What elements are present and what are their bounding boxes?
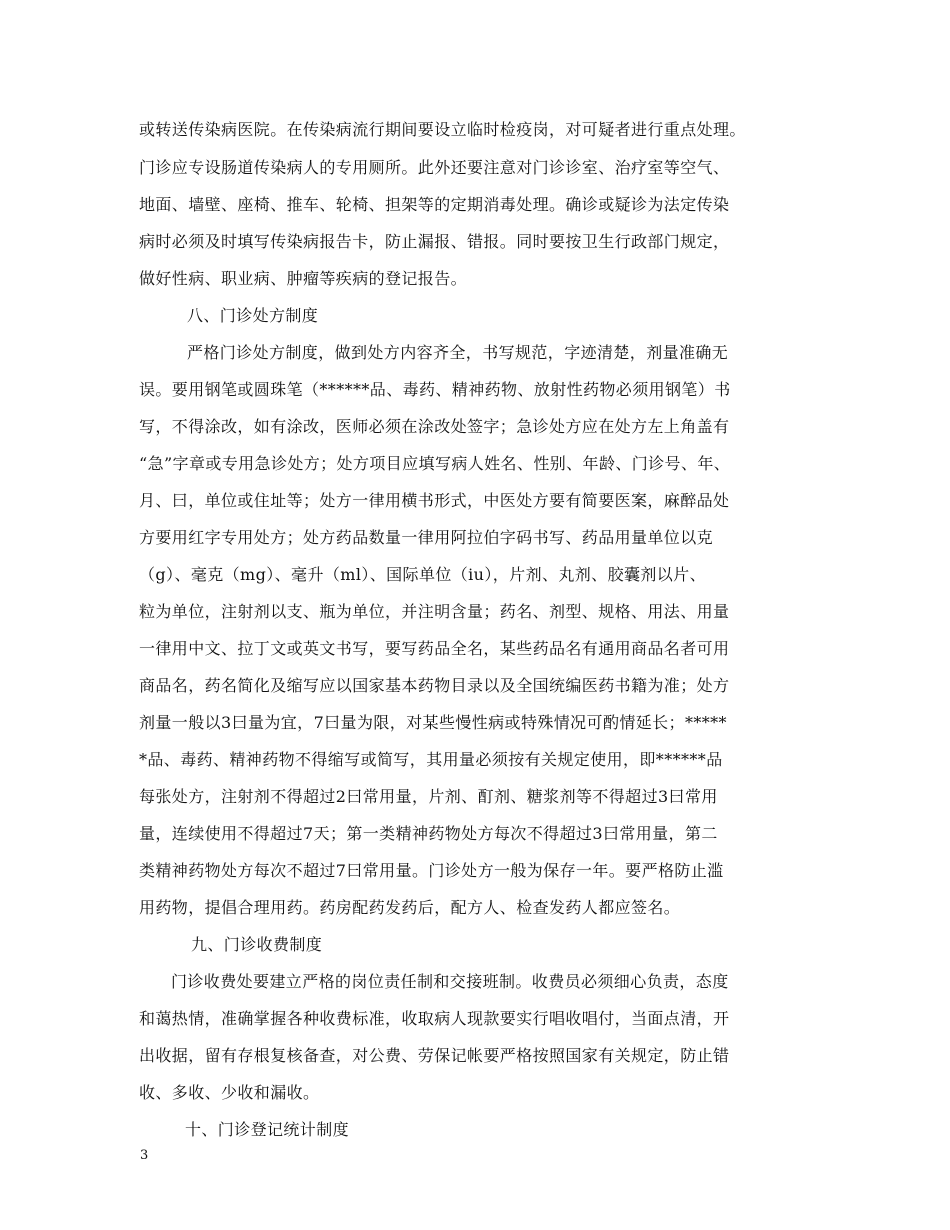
body-line-25: 和蔼热情，准确掌握各种收费标准，收取病人现款要实行唱收唱付，当面点清，开 [139,1009,730,1028]
body-line-14: 粒为单位，注射剂以支、瓶为单位，并注明含量；药名、剂型、规格、用法、用量 [139,602,730,621]
body-line-21: 类精神药物处方每次不超过7曰常用量。门诊处方一般为保存一年。要严格防止滥 [139,861,724,880]
body-line-2: 门诊应专设肠道传染病人的专用厕所。此外还要注意对门诊诊室、治疗室等空气、 [139,158,730,177]
body-line-26: 出收据，留有存根复核备查，对公费、劳保记帐要严格按照国家有关规定，防止错 [139,1046,730,1065]
body-line-1: 或转送传染病医院。在传染病流行期间要设立临时检疫岗，对可疑者进行重点处理。 [139,120,746,139]
body-line-10: “急”字章或专用急诊处方；处方项目应填写病人姓名、性别、年龄、门诊号、年、 [139,454,731,473]
body-line-22: 用药物，提倡合理用药。药房配药发药后，配方人、检查发药人都应签名。 [139,898,681,917]
body-line-15: 一律用中文、拉丁文或英文书写，要写药品全名，某些药品名有通用商品名者可用 [139,639,730,658]
body-line-3: 地面、墙壁、座椅、推车、轮椅、担架等的定期消毒处理。确诊或疑诊为法定传染 [139,195,730,214]
body-line-19: 每张处方，注射剂不得超过2曰常用量，片剂、酊剂、糖浆剂等不得超过3曰常用 [139,787,718,806]
section-heading-8: 八、门诊处方制度 [187,306,319,325]
body-line-12: 方要用红字专用处方；处方药品数量一律用阿拉伯字码书写、药品用量单位以克 [139,528,714,547]
body-line-4: 病时必须及时填写传染病报告卡，防止漏报、错报。同时要按卫生行政部门规定， [139,232,730,251]
body-line-13: （g）、毫克（mg）、毫升（ml）、国际单位（iu），片剂、丸剂、胶囊剂以片、 [139,565,706,584]
body-line-11: 月、曰，单位或住址等；处方一律用横书形式，中医处方要有简要医案，麻醉品处 [139,491,730,510]
body-line-20: 量，连续使用不得超过7天；第一类精神药物处方每次不得超过3曰常用量，第二 [139,824,718,843]
section-heading-9: 九、门诊收费制度 [191,935,323,954]
body-line-5: 做好性病、职业病、肿瘤等疾病的登记报告。 [139,269,468,288]
body-line-27: 收、多收、少收和漏收。 [139,1083,320,1102]
body-line-8: 误。要用钢笔或圆珠笔（******品、毒药、精神药物、放射性药物必须用钢笔）书 [139,380,731,399]
body-line-7: 严格门诊处方制度，做到处方内容齐全，书写规范，字迹清楚，剂量准确无 [187,343,729,362]
body-line-17: 剂量一般以3曰量为宜，7曰量为限，对某些慢性病或特殊情况可酌情延长；***** [139,713,727,732]
body-line-24: 门诊收费处要建立严格的岗位责任制和交接班制。收费员必须细心负责，态度 [171,972,729,991]
section-heading-10: 十、门诊登记统计制度 [185,1120,350,1139]
body-line-9: 写，不得涂改，如有涂改，医师必须在涂改处签字；急诊处方应在处方左上角盖有 [139,417,730,436]
body-line-18: *品、毒药、精神药物不得缩写或简写，其用量必须按有关规定使用，即******品 [139,750,723,769]
body-line-16: 商品名，药名简化及缩写应以国家基本药物目录以及全国统编医药书籍为准；处方 [139,676,730,695]
page-number: 3 [140,1148,149,1163]
